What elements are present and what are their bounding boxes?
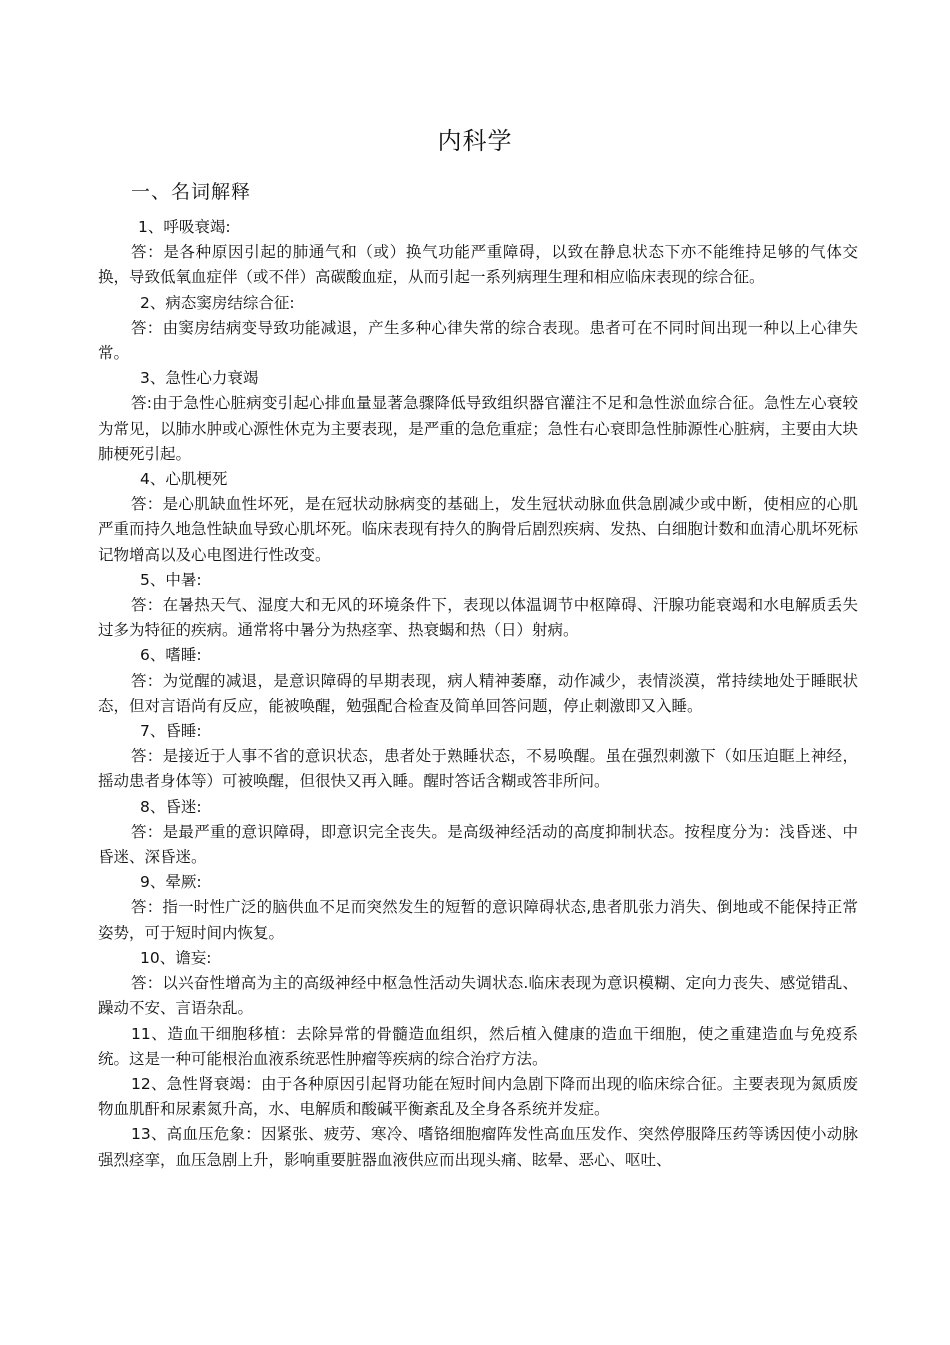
entry-13 — [98, 1122, 858, 1172]
section-heading: 一、名词解释 — [131, 181, 252, 203]
entry-term: 8、昏迷: — [140, 797, 202, 816]
entry-answer: 答:由于急性心脏病变引起心排血量显著急骤降低导致组织器官灌注不足和急性淤血综合征。急性左心衰较为常见，以肺水肿或心源性休克为主要表现，是严重的急危重症；急性右心衰即急性肺源性心脏病，主要由大块肺梗死引起。 — [98, 394, 858, 463]
entry-term: 4、心肌梗死 — [140, 470, 228, 489]
entry-8 — [98, 795, 858, 871]
entry-answer: 答：由窦房结病变导致功能减退，产生多种心律失常的综合表现。患者可在不同时间出现一种以上心律失常。 — [98, 318, 858, 363]
entry-5 — [98, 568, 858, 644]
entry-term: 2、病态窦房结综合征: — [140, 293, 295, 312]
entry-answer: 答：在暑热天气、湿度大和无风的环境条件下，表现以体温调节中枢障碍、汗腺功能衰竭和水电解质丢失过多为特征的疾病。通常将中暑分为热痉挛、热衰蝎和热（日）射病。 — [98, 596, 858, 640]
entry-term: 5、中暑: — [140, 570, 202, 589]
entry-answer: 答：以兴奋性增高为主的高级神经中枢急性活动失调状态.临床表现为意识模糊、定向力丧失、感觉错乱、躁动不安、言语杂乱。 — [98, 974, 858, 1018]
entry-7 — [98, 719, 858, 795]
entry-11 — [98, 1022, 858, 1072]
entry-1 — [98, 215, 858, 291]
entry-answer: 答：是各种原因引起的肺通气和（或）换气功能严重障碍，以致在静息状态下亦不能维持足够的气体交换，导致低氧血症伴（或不伴）高碳酸血症，从而引起一系列病理生理和相应临床表现的综合征。 — [98, 243, 858, 287]
entry-6 — [98, 643, 858, 719]
entry-term: 7、昏睡: — [140, 722, 202, 741]
inline-entry: 13、高血压危象：因紧张、疲劳、寒冷、嗜铬细胞瘤阵发性高血压发作、突然停服降压药等诱因使小动脉强烈痉挛，血压急剧上升，影响重要脏器血液供应而出现头痛、眩晕、恶心、呕吐、 — [98, 1125, 858, 1169]
entry-answer: 答：是最严重的意识障碍，即意识完全丧失。是高级神经活动的高度抑制状态。按程度分为：浅昏迷、中昏迷、深昏迷。 — [98, 822, 858, 867]
entry-term: 10、谵妄: — [140, 948, 212, 967]
document-title: 内科学 — [437, 127, 513, 155]
entry-term: 3、急性心力衰竭 — [140, 369, 259, 388]
entry-term: 6、嗜睡: — [140, 646, 202, 665]
entry-answer: 答：指一时性广泛的脑供血不足而突然发生的短暂的意识障碍状态,患者肌张力消失、倒地或不能保持正常姿势，可于短时间内恢复。 — [98, 898, 858, 942]
entry-12 — [98, 1072, 858, 1122]
entry-4 — [98, 467, 858, 568]
entry-3 — [98, 366, 858, 467]
inline-entry: 11、造血干细胞移植：去除异常的骨髓造血组织，然后植入健康的造血干细胞，使之重建造血与免疫系统。这是一种可能根治血液系统恶性肿瘤等疾病的综合治疗方法。 — [98, 1024, 858, 1068]
entry-answer: 答：为觉醒的减退，是意识障碍的早期表现，病人精神萎靡，动作减少，表情淡漠，常持续地处于睡眠状态，但对言语尚有反应，能被唤醒，勉强配合检查及简单回答问题，停止刺激即又入睡。 — [98, 671, 858, 715]
entry-answer: 答：是接近于人事不省的意识状态，患者处于熟睡状态，不易唤醒。虽在强烈刺激下（如压迫眶上神经，摇动患者身体等）可被唤醒，但很快又再入睡。醒时答话含糊或答非所问。 — [98, 747, 858, 791]
entry-term: 1、呼吸衰竭: — [138, 218, 231, 236]
entry-answer: 答：是心肌缺血性坏死，是在冠状动脉病变的基础上，发生冠状动脉血供急剧减少或中断，使相应的心肌严重而持久地急性缺血导致心肌坏死。临床表现有持久的胸骨后剧烈疾病、发热、白细胞计数和血清心肌坏死标记物增高以及心电图进行性改变。 — [98, 495, 858, 564]
document-body — [98, 215, 858, 1173]
entry-9 — [98, 870, 858, 946]
entry-term: 9、晕厥: — [140, 873, 202, 892]
entry-2 — [98, 291, 858, 367]
inline-entry: 12、急性肾衰竭：由于各种原因引起肾功能在短时间内急剧下降而出现的临床综合征。主要表现为氮质废物血肌酐和尿素氮升高，水、电解质和酸碱平衡紊乱及全身各系统并发症。 — [98, 1074, 858, 1119]
entry-10 — [98, 946, 858, 1022]
